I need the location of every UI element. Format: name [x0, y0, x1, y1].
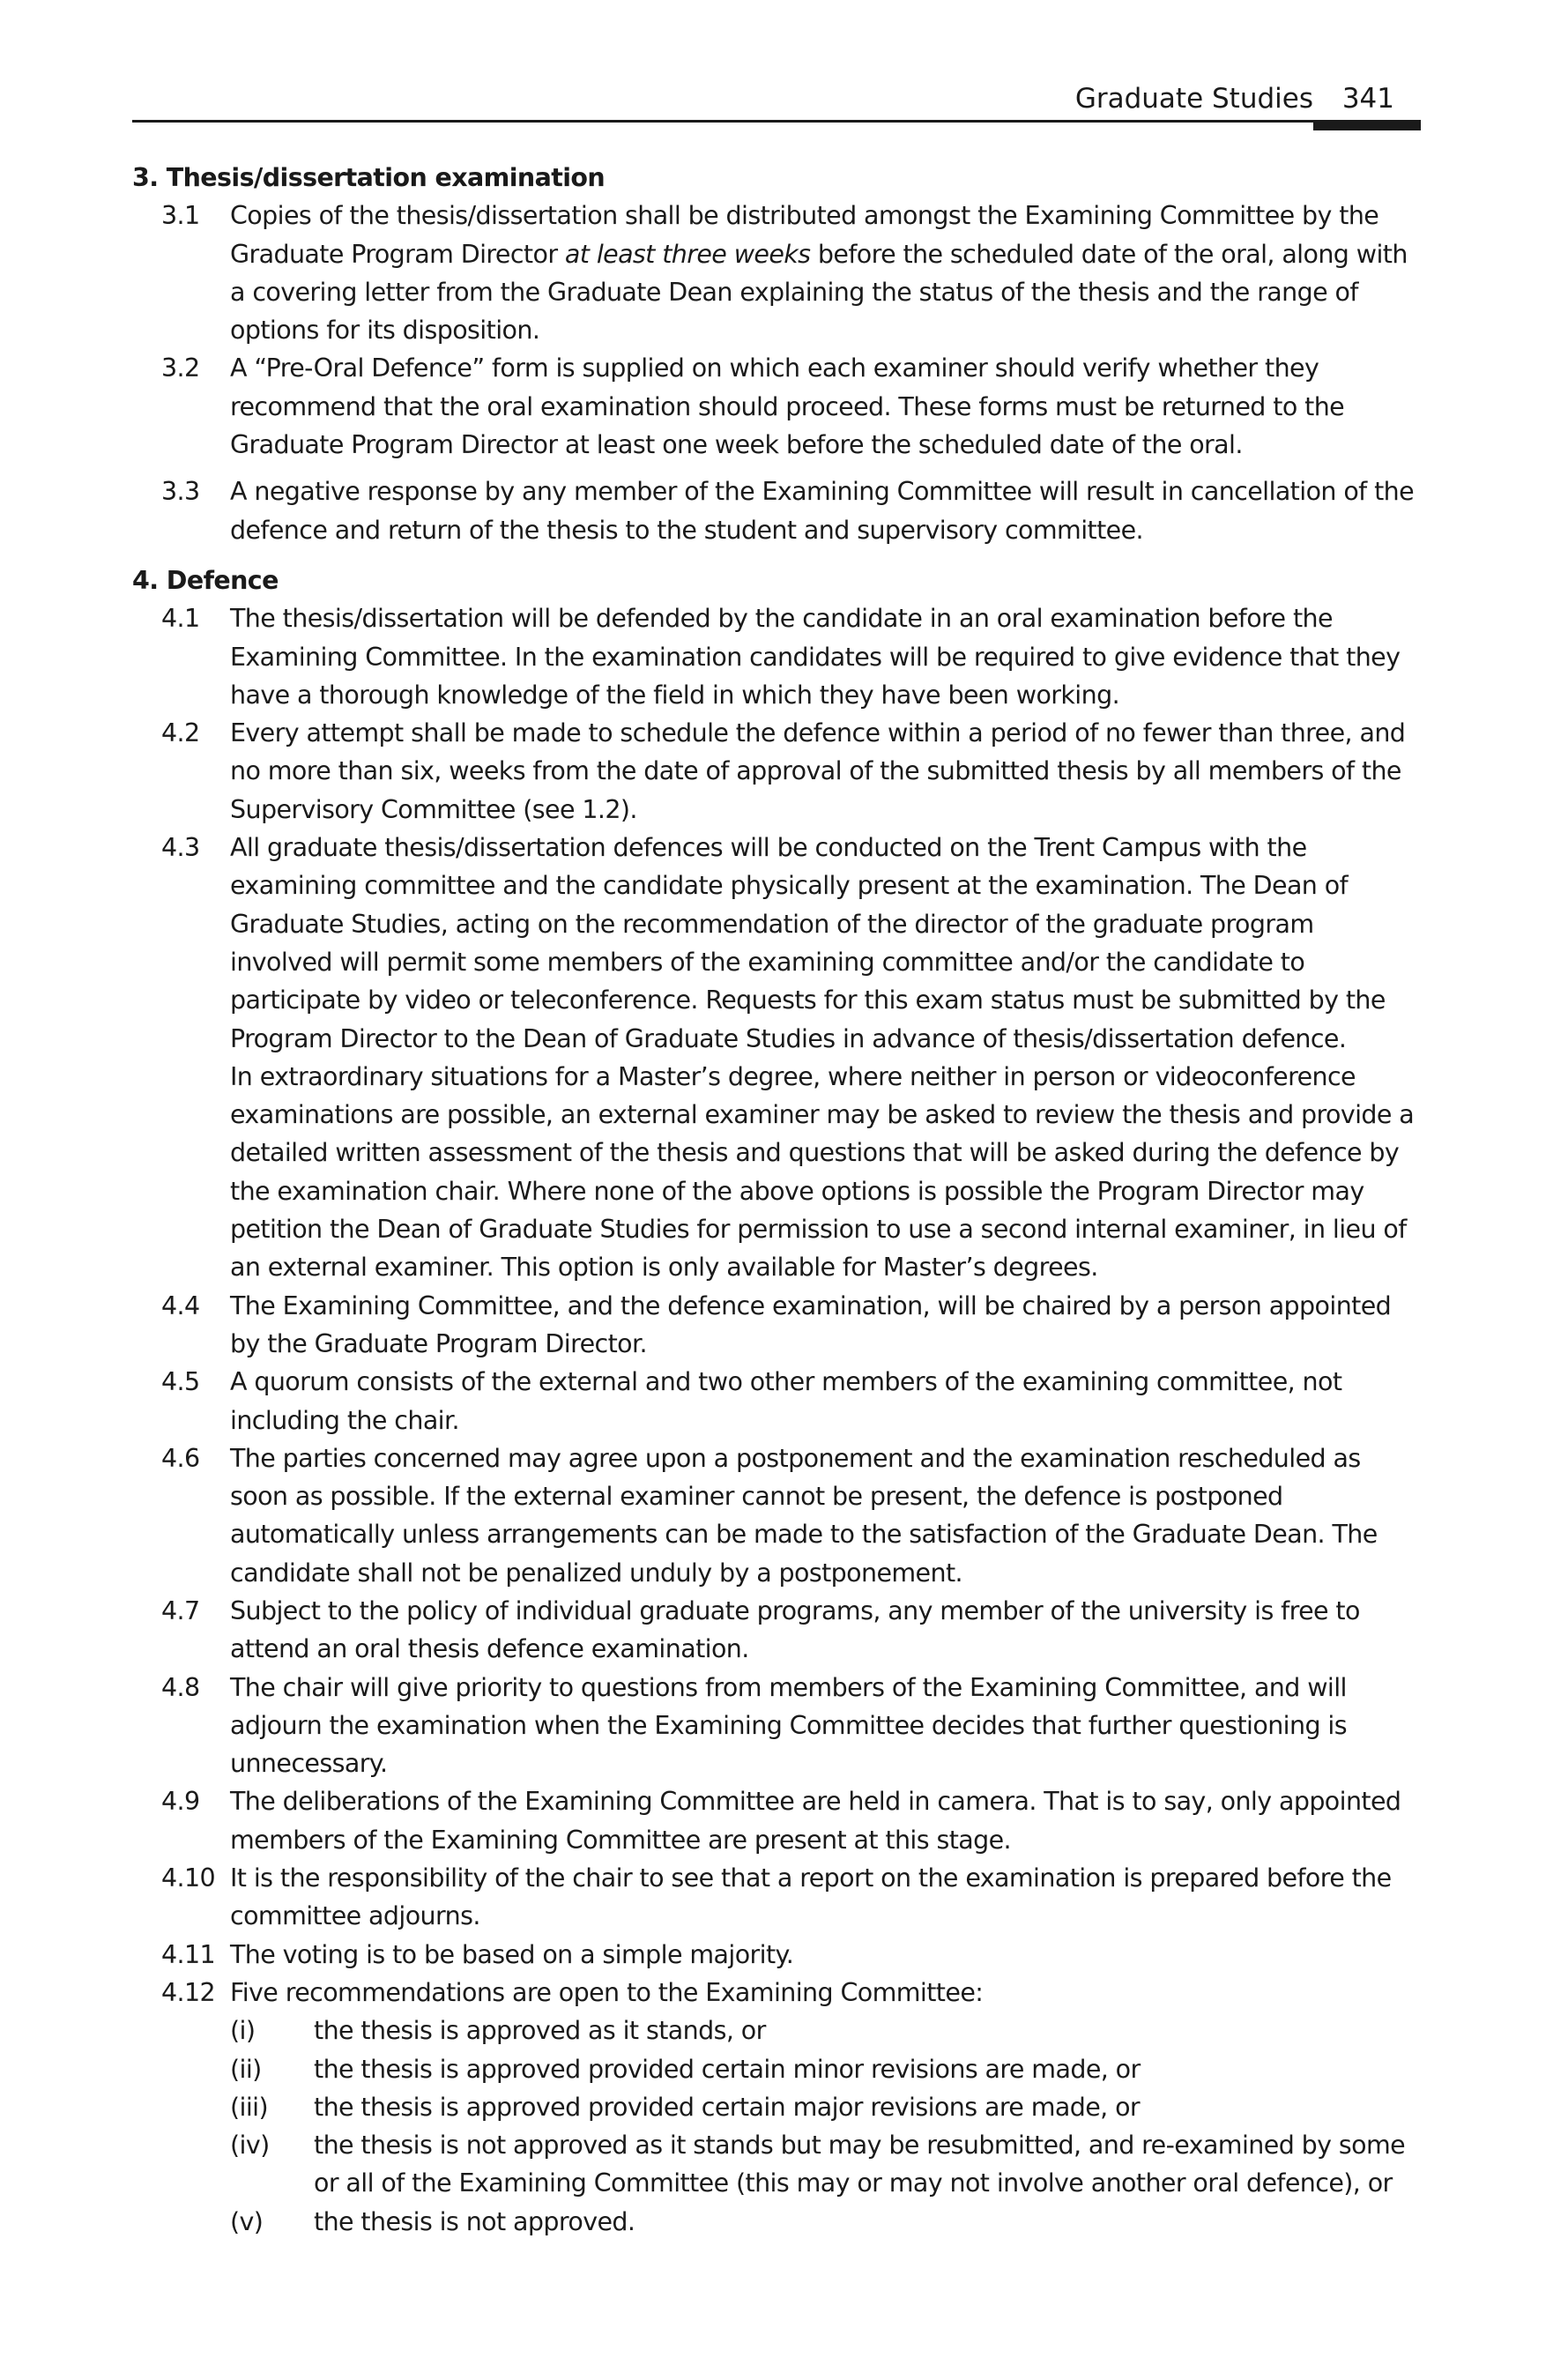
header-rule	[132, 120, 1421, 123]
item-text: The thesis/dissertation will be defended by the candidate in an oral examination before the Examining Committee. In the examination candidates will be required to give evidence that they have a thorough knowledge of the field in which they have been working.	[230, 604, 1401, 710]
list-item	[132, 714, 1421, 829]
item-text: The parties concerned may agree upon a postponement and the examination rescheduled as soon as possible. If the external examiner cannot be present, the defence is postponed automatically unless arrangements can be made to the satisfaction of the Graduate Dean. The candidate shall not be penalized unduly by a postponement.	[230, 1443, 1378, 1588]
header-tab-bar	[1313, 120, 1421, 130]
item-number: 3.3	[161, 477, 200, 507]
page-number: 341	[1341, 83, 1394, 115]
list-item	[132, 1287, 1421, 1364]
item-number: 4.9	[161, 1787, 200, 1817]
sub-item-number: (v)	[230, 2206, 264, 2236]
sub-list-item	[230, 2126, 1421, 2203]
sub-list-item	[230, 2088, 1421, 2126]
list-item	[132, 1936, 1421, 1974]
list-item	[132, 1859, 1421, 1936]
item-text-part: before the scheduled date of the oral, along with a covering letter from the Graduate Dean explaining the status of the thesis and the range of options for its disposition.	[230, 239, 1408, 346]
sub-item-text: the thesis is approved provided certain minor revisions are made, or	[314, 2054, 1141, 2084]
item-text-continued: In extraordinary situations for a Master’s degree, where neither in person or videoconference examinations are possible, an external examiner may be asked to review the thesis and provide a detailed written assessment of the thesis and questions that will be asked during the defence by the examination chair. Where none of the above options is possible the Program Director may petition the Dean of Graduate Studies for permission to use a second internal examiner, in lieu of an external examiner. This option is only available for Master’s degrees.	[230, 1061, 1415, 1283]
item-text: A negative response by any member of the Examining Committee will result in cancellation of the defence and return of the thesis to the student and supervisory committee.	[230, 477, 1415, 545]
item-number: 4.8	[161, 1672, 200, 1702]
item-text: The Examining Committee, and the defence examination, will be chaired by a person appointed by the Graduate Program Director.	[230, 1290, 1392, 1358]
sub-item-number: (i)	[230, 2016, 256, 2046]
list-item	[132, 349, 1421, 464]
list-item	[132, 1363, 1421, 1439]
list-item	[132, 197, 1421, 349]
item-text: Every attempt shall be made to schedule the defence within a period of no fewer than three, and no more than six, weeks from the date of approval of the submitted thesis by all members of the Supervisory Committee (see 1.2).	[230, 718, 1406, 824]
item-text: A “Pre-Oral Defence” form is supplied on which each examiner should verify whether they recommend that the oral examination should proceed. These forms must be returned to the Graduate Program Director at least one week before the scheduled date of the oral.	[230, 353, 1345, 460]
list-item	[132, 472, 1421, 549]
item-text: All graduate thesis/dissertation defences will be conducted on the Trent Campus with the examining committee and the candidate physically present at the examination. The Dean of Graduate Studies, acting on the recommendation of the director of the graduate program involved will permit some members of the examining committee and/or the candidate to participate by video or teleconference. Requests for this exam status must be submitted by the Program Director to the Dean of Graduate Studies in advance of thesis/dissertation defence.	[230, 833, 1386, 1053]
item-text: Subject to the policy of individual graduate programs, any member of the university is free to attend an oral thesis defence examination.	[230, 1595, 1360, 1664]
item-number: 4.12	[161, 1977, 216, 2007]
item-number: 4.2	[161, 718, 200, 748]
item-number: 3.2	[161, 353, 200, 383]
list-item	[132, 829, 1421, 1287]
list-item	[132, 1974, 1421, 2241]
item-number: 4.6	[161, 1443, 200, 1473]
item-number: 4.10	[161, 1863, 216, 1893]
sub-item-number: (ii)	[230, 2054, 262, 2084]
item-text: A quorum consists of the external and two other members of the examining committee, not including the chair.	[230, 1367, 1342, 1435]
list-item	[132, 599, 1421, 714]
sub-item-text: the thesis is approved provided certain major revisions are made, or	[314, 2092, 1141, 2122]
sub-list-item	[230, 2050, 1421, 2088]
item-text-part: Copies of the thesis/dissertation shall be distributed amongst the Examining Committee by the Graduate Program Director	[230, 201, 1379, 269]
sub-item-number: (iv)	[230, 2131, 270, 2161]
section-heading-defence: 4. Defence	[132, 565, 279, 595]
item-text-emphasis: at least three weeks	[564, 239, 811, 269]
document-body	[132, 159, 1421, 2241]
list-item	[132, 1782, 1421, 1859]
item-number: 4.3	[161, 833, 200, 863]
sub-item-number: (iii)	[230, 2092, 268, 2122]
sub-item-text: the thesis is approved as it stands, or	[314, 2016, 766, 2046]
sub-item-text: the thesis is not approved.	[314, 2206, 635, 2236]
section-heading-thesis-examination: 3. Thesis/dissertation examination	[132, 163, 606, 192]
page-header	[132, 81, 1421, 127]
item-text: Five recommendations are open to the Examining Committee:	[230, 1977, 984, 2007]
list-item	[132, 1439, 1421, 1592]
item-text: It is the responsibility of the chair to see that a report on the examination is prepared before the committee adjourns.	[230, 1863, 1392, 1931]
item-text: The voting is to be based on a simple majority.	[230, 1939, 794, 1969]
item-number: 3.1	[161, 201, 200, 231]
list-item	[132, 1669, 1421, 1783]
list-item	[132, 1592, 1421, 1669]
item-number: 4.4	[161, 1290, 200, 1320]
item-number: 4.1	[161, 604, 200, 634]
running-head-title: Graduate Studies	[1074, 83, 1313, 115]
sub-item-text: the thesis is not approved as it stands but may be resubmitted, and re-examined by some or all of the Examining Committee (this may or may not involve another oral defence), or	[314, 2131, 1406, 2198]
item-number: 4.11	[161, 1939, 216, 1969]
sub-list-item	[230, 2012, 1421, 2049]
item-number: 4.7	[161, 1595, 200, 1625]
item-number: 4.5	[161, 1367, 200, 1397]
sub-list-item	[230, 2203, 1421, 2241]
item-text: The chair will give priority to questions from members of the Examining Committee, and will adjourn the examination when the Examining Committee decides that further questioning is unnecessary.	[230, 1672, 1347, 1779]
item-text: The deliberations of the Examining Committee are held in camera. That is to say, only appointed members of the Examining Committee are present at this stage.	[230, 1787, 1401, 1855]
item-text	[230, 197, 1421, 349]
